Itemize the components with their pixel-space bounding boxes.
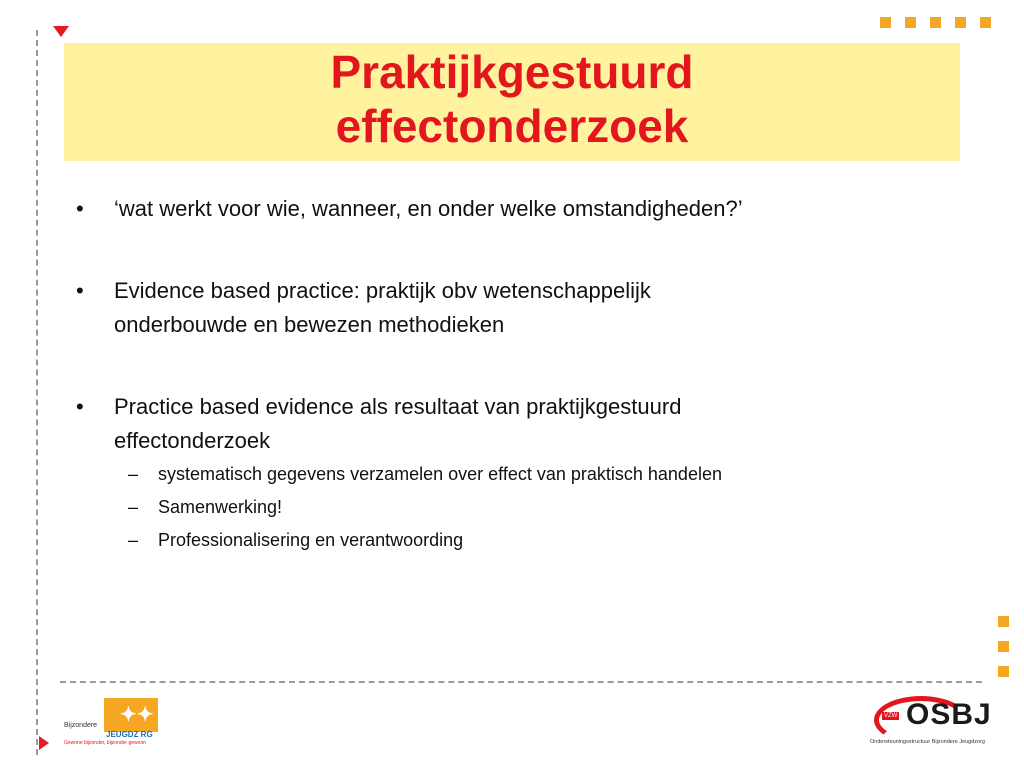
- sub-bullet-text: Professionalisering en verantwoording: [158, 530, 464, 550]
- horizontal-dashed-divider: [60, 681, 982, 683]
- title-banner: [64, 43, 960, 161]
- sub-bullet-text: systematisch gegevens verzamelen over effect van praktisch handelen: [158, 464, 722, 484]
- logo-line-1: Bijzondere: [64, 722, 98, 729]
- square-dot-icon: [980, 17, 991, 28]
- bullet-marker: •: [76, 394, 84, 419]
- bullet-text-line-2: onderbouwde en bewezen methodieken: [114, 312, 505, 337]
- bullet-item: [72, 192, 952, 226]
- title-line-2: effectonderzoek: [335, 100, 689, 152]
- logo-line-3: Gewone bijzonder, bijzonder gewoon: [64, 740, 146, 746]
- bullet-item: [72, 274, 952, 342]
- sub-bullet-text: Samenwerking!: [158, 497, 283, 517]
- sub-bullet-item: [72, 458, 952, 491]
- square-dot-icon: [998, 666, 1009, 677]
- bullet-text-line-1: Evidence based practice: praktijk obv wetenschappelijk: [114, 278, 651, 303]
- logo-vzw-badge: VZW: [884, 713, 898, 719]
- logo-name: OSBJ: [906, 698, 992, 731]
- bullet-text-line-1: Practice based evidence als resultaat van praktijkgestuurd: [114, 394, 682, 419]
- square-dot-icon: [905, 17, 916, 28]
- triangle-right-icon: [39, 736, 49, 750]
- square-dot-icon: [998, 641, 1009, 652]
- slide-title: [64, 43, 960, 153]
- vertical-dashed-divider: [36, 30, 38, 755]
- sub-bullet-item: [72, 491, 952, 524]
- bullet-text: ‘wat werkt voor wie, wanneer, en onder welke omstandigheden?’: [114, 196, 743, 221]
- bullet-marker: •: [76, 278, 84, 303]
- sub-bullet-marker: –: [128, 464, 139, 484]
- sub-bullet-marker: –: [128, 530, 139, 550]
- square-dot-icon: [955, 17, 966, 28]
- square-dot-icon: [880, 17, 891, 28]
- triangle-down-icon: [53, 26, 69, 37]
- square-dot-icon: [998, 616, 1009, 627]
- title-line-1: Praktijkgestuurd: [330, 46, 694, 98]
- logo-tagline: Ondersteuningsstructuur Bijzondere Jeugdzorg: [870, 739, 985, 745]
- osbj-logo: [864, 694, 992, 750]
- sub-bullet-marker: –: [128, 497, 139, 517]
- running-figures-icon: ✦✦: [120, 704, 154, 726]
- square-dot-icon: [930, 17, 941, 28]
- bijzondere-jeugdzorg-logo: [62, 694, 172, 750]
- bullet-marker: •: [76, 196, 84, 221]
- sub-bullet-item: [72, 524, 952, 557]
- slide-body: [72, 192, 952, 557]
- logo-line-2: JEUGDZ RG: [106, 730, 153, 739]
- bullet-item: [72, 390, 952, 458]
- bullet-text-line-2: effectonderzoek: [114, 428, 271, 453]
